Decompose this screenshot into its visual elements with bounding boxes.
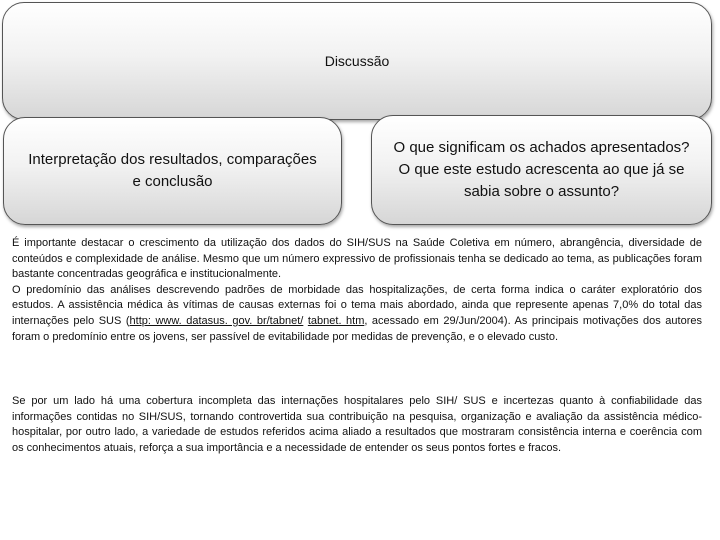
interpretation-text: Interpretação dos resultados, comparações e conclusão bbox=[28, 151, 317, 190]
questions-text: O que significam os achados apresentados? O que este estudo acrescenta ao que já se sabia sobre o assunto? bbox=[393, 139, 690, 200]
paragraph-2: Se por um lado há uma cobertura incompleta das internações hospitalares pelo SIH/ SUS e incertezas quanto à confiabilidade das informações contidas no SIH/SUS, tornando controvertida sua contribuição na pesquisa, organização e avaliação da assistência médico-hospitalar, por outro lado, a variedade de estudos referidos acima aliado a resultados que mostraram consistência interna e coerência com os conhecimentos atuais, reforça a sua importância e a necessidade de entender os seus pontos fortes e fracos. bbox=[12, 395, 702, 454]
paragraph-1-sentence-2: O predomínio das análises descrevendo padrões de morbidade das hospitalizações, de certa forma indica o caráter exploratório dos estudos. A assistência médica às vítimas de causas externas foi o tema mais abordado, ainda que represente apenas 7,0% do total das internações pelo SUS ( bbox=[12, 283, 702, 327]
discussion-header-box bbox=[2, 2, 712, 120]
paragraph-1-sentence-1: É importante destacar o crescimento da utilização dos dados do SIH/SUS na Saúde Coletiva em número, abrangência, diversidade de conteúdos e complexidade de análise. Mesmo que um número expressivo de profissionais tenha se dedicado ao tema, as publicações foram bastante concentradas geográfica e institucionalmente. bbox=[12, 237, 702, 281]
tabnet-link[interactable]: tabnet. htm bbox=[307, 314, 365, 327]
paragraph-1-sentence-2-end: , acessado em 29/Jun/2004). As principais motivações dos autores foram o predomínio entre os jovens, ser passível de evitabilidade por medidas de prevenção, e o elevado custo. bbox=[12, 314, 702, 343]
discussion-title: Discussão bbox=[324, 53, 390, 69]
interpretation-box bbox=[3, 117, 342, 225]
paragraph-1 bbox=[12, 236, 702, 345]
datasus-link[interactable]: http: www. datasus. gov. br/tabnet/ bbox=[129, 314, 304, 327]
questions-box bbox=[371, 115, 712, 225]
